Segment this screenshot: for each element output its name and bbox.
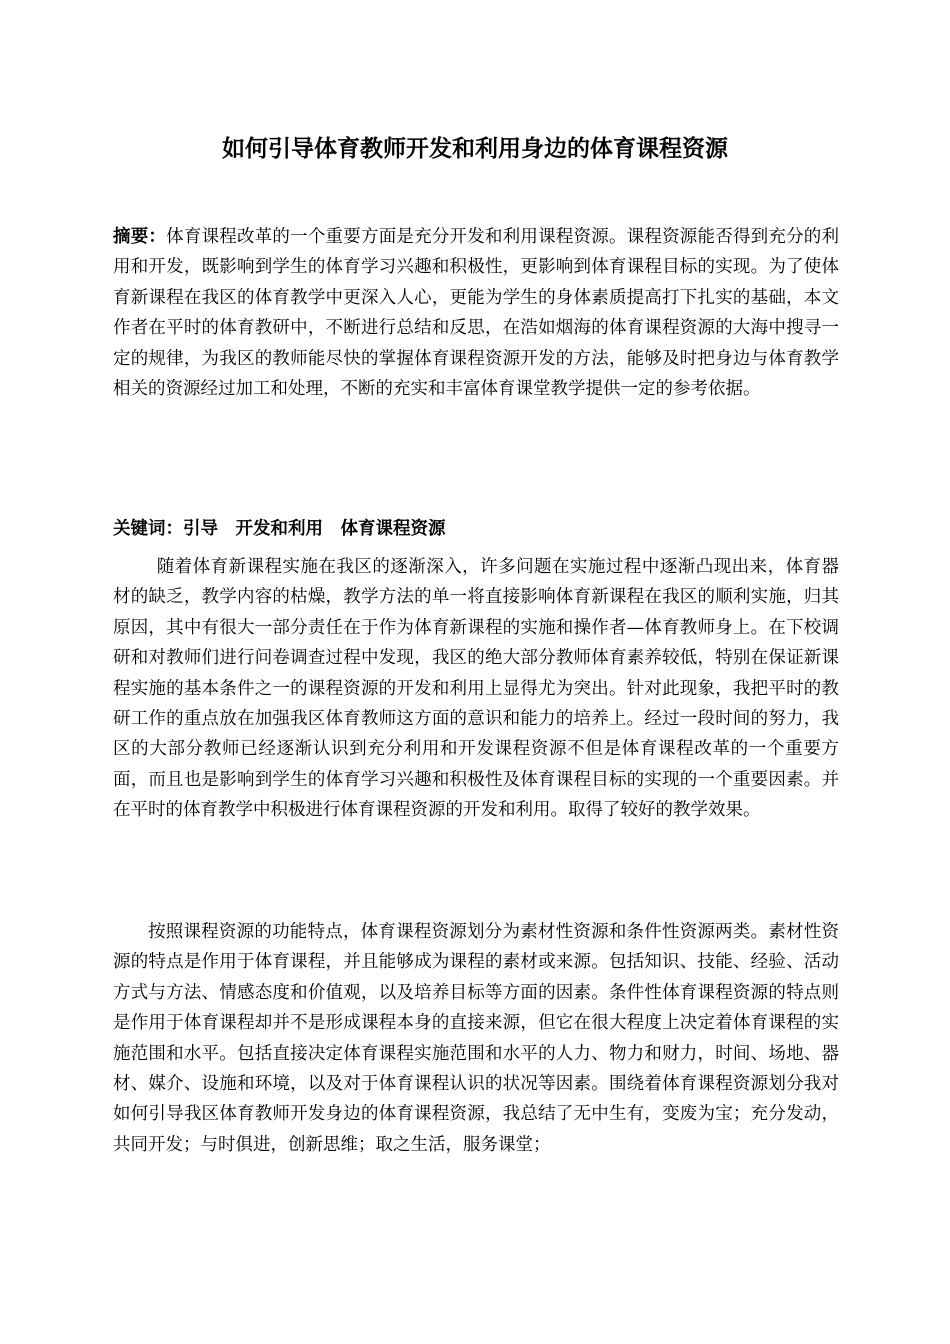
body-paragraph-1: 随着体育新课程实施在我区的逐渐深入，许多问题在实施过程中逐渐凸现出来，体育器材的缺乏，教学内容的枯燥，教学方法的单一将直接影响体育新课程在我区的顺利实施，归其原因，其中有很大一部分责任在于作为体育新课程的实施和操作者—体育教师身上。在下校调研和对教师们进行问卷调查过程中发现，我区的绝大部分教师体育素养较低，特别在保证新课程实施的基本条件之一的课程资源的开发和利用上显得尤为突出。针对此现象，我把平时的教研工作的重点放在加强我区体育教师这方面的意识和能力的培养上。经过一段时间的努力，我区的大部分教师已经逐渐认识到充分利用和开发课程资源不但是体育课程改革的一个重要方面，而且也是影响到学生的体育学习兴趣和积极性及体育课程目标的实现的一个重要因素。并在平时的体育教学中积极进行体育课程资源的开发和利用。取得了较好的教学效果。 xyxy=(113,557,839,821)
body-paragraph-2: 按照课程资源的功能特点，体育课程资源划分为素材性资源和条件性资源两类。素材性资源的特点是作用于体育课程，并且能够成为课程的素材或来源。包括知识、技能、经验、活动方式与方法、情感态度和价值观，以及培养目标等方面的因素。条件性体育课程资源的特点则是作用于体育课程却并不是形成课程本身的直接来源，但它在很大程度上决定着体育课程的实施范围和水平。包括直接决定体育课程实施范围和水平的人力、物力和财力，时间、场地、器材、媒介、设施和环境，以及对于体育课程认识的状况等因素。围绕着体育课程资源划分我对如何引导我区体育教师开发身边的体育课程资源，我总结了无中生有，变废为宝；充分发动，共同开发；与时俱进，创新思维；取之生活，服务课堂； xyxy=(113,922,839,1155)
document-title: 如何引导体育教师开发和利用身边的体育课程资源 xyxy=(222,136,728,162)
keywords-line: 关键词：引导 开发和利用 体育课程资源 xyxy=(113,519,446,539)
abstract-text: 体育课程改革的一个重要方面是充分开发和利用课程资源。课程资源能否得到充分的利用和开发，既影响到学生的体育学习兴趣和积极性，更影响到体育课程目标的实现。为了使体育新课程在我区的体育教学中更深入人心，更能为学生的身体素质提高打下扎实的基础，本文作者在平时的体育教研中，不断进行总结和反思，在浩如烟海的体育课程资源的大海中搜寻一定的规律，为我区的教师能尽快的掌握体育课程资源开发的方法，能够及时把身边与体育教学相关的资源经过加工和处理，不断的充实和丰富体育课堂教学提供一定的参考依据。 xyxy=(113,227,840,400)
abstract-label: 摘要： xyxy=(113,227,167,247)
abstract-paragraph xyxy=(113,222,839,404)
